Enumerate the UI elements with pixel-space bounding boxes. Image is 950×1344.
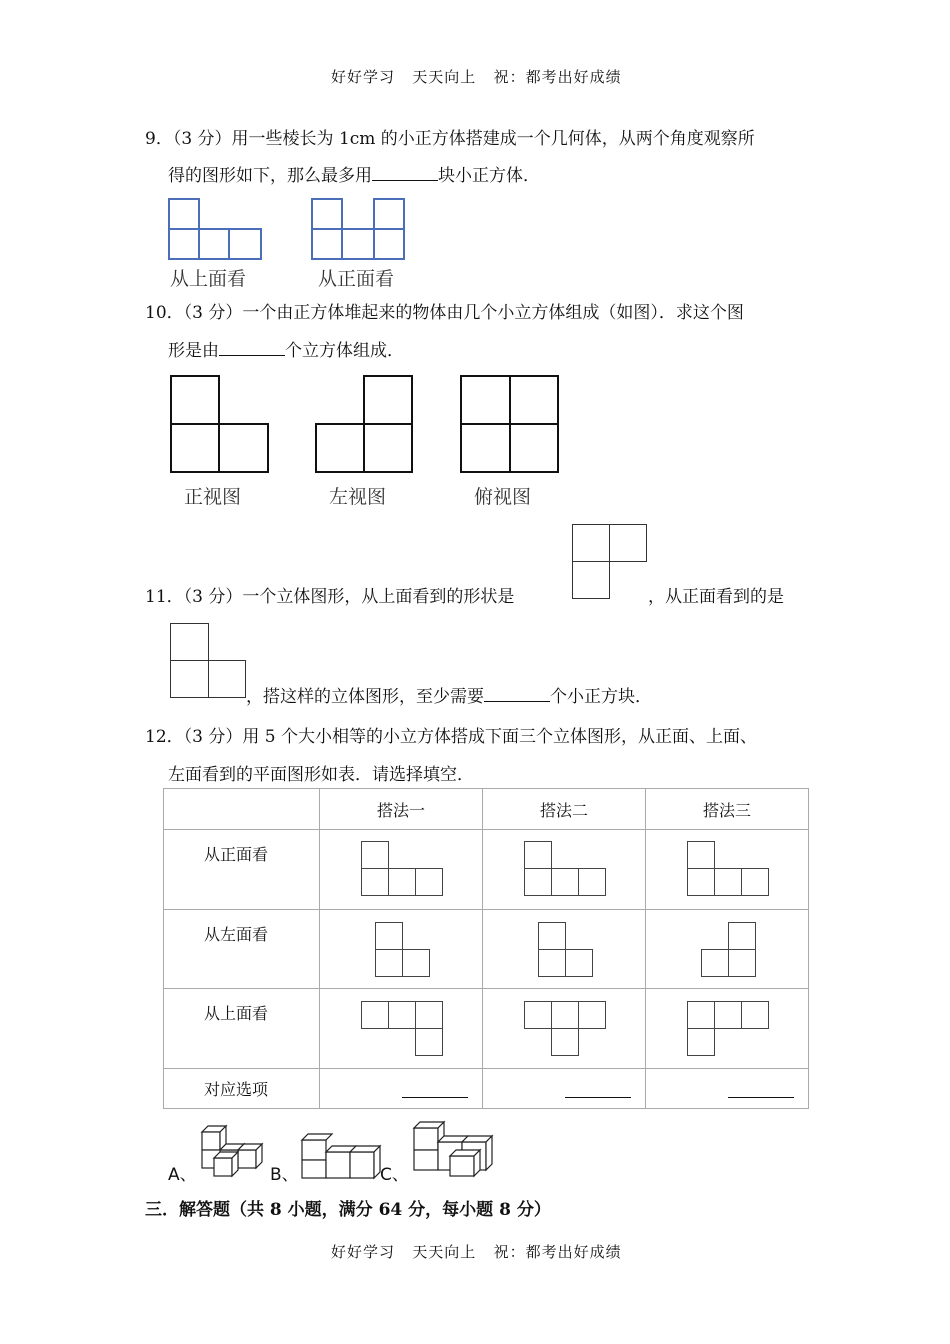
q10-caption-front: 正视图 [184,486,242,508]
q11-text-a: 11．（3 分）一个立体图形，从上面看到的形状是 [145,587,515,607]
q11-text-b: ，从正面看到的是 [648,587,784,607]
q11-answer-blank[interactable] [484,687,550,702]
q10-line2 [168,336,404,361]
table-cell-figure [646,910,809,989]
answer-cell[interactable] [646,1069,809,1109]
section-3-title: 三．解答题（共 8 小题，满分 64 分，每小题 8 分） [145,1200,551,1220]
q11-text-d: 个小正方块． [550,687,652,707]
q12-line2: 左面看到的平面图形如表．请选择填空． [168,765,474,785]
q9-answer-blank[interactable] [372,166,438,181]
table-cell-figure [320,989,483,1069]
q9-line2-text-a: 得的图形如下，那么最多用 [168,166,372,186]
q11-text-c: ，搭这样的立体图形，至少需要 [246,687,484,707]
q12-option-figures [166,1120,506,1185]
q10-caption-left: 左视图 [329,486,387,508]
option-a-label: A、 [168,1165,197,1185]
row-label: 从左面看 [164,910,320,989]
q10-answer-blank[interactable] [219,341,285,356]
table-row [164,989,809,1069]
q9-line2 [168,161,540,186]
q9-line2-text-b: 块小正方体． [438,166,540,186]
table-cell-figure [483,989,646,1069]
table-row [164,830,809,910]
table-header-cell: 搭法二 [483,789,646,830]
option-cubes-drawing [166,1120,506,1182]
q10-line1: 10．（3 分）一个由正方体堆起来的物体由几个小立方体组成（如图）．求这个图 [145,303,744,323]
table-header-cell: 搭法一 [320,789,483,830]
q12-line1: 12．（3 分）用 5 个大小相等的小立方体搭成下面三个立体图形，从正面、上面、 [145,727,757,747]
row-label: 从正面看 [164,830,320,910]
table-header-row [164,789,809,830]
answer-cell[interactable] [483,1069,646,1109]
q11-line2 [246,682,652,707]
table-row [164,910,809,989]
q12-views-table [163,788,809,1109]
q9-line1: 9．（3 分）用一些棱长为 1cm 的小正方体搭建成一个几何体，从两个角度观察所 [145,129,755,149]
table-cell-figure [320,910,483,989]
table-cell-figure [483,910,646,989]
q10-line2-text-a: 形是由 [168,341,219,361]
page-footer: 好好学习 天天向上 祝：都考出好成绩 [331,1243,622,1261]
table-row [164,1069,809,1109]
table-cell-figure [646,830,809,910]
page-header: 好好学习 天天向上 祝：都考出好成绩 [331,68,622,86]
q9-caption-front: 从正面看 [318,268,395,290]
answer-cell[interactable] [320,1069,483,1109]
table-header-empty [164,789,320,830]
q10-line2-text-b: 个立方体组成． [285,341,404,361]
option-b-label: B、 [270,1165,299,1185]
table-cell-figure [320,830,483,910]
row-label: 对应选项 [164,1069,320,1109]
table-header-cell: 搭法三 [646,789,809,830]
row-label: 从上面看 [164,989,320,1069]
q9-caption-top: 从上面看 [170,268,247,290]
table-cell-figure [483,830,646,910]
table-cell-figure [646,989,809,1069]
q10-caption-top: 俯视图 [474,486,532,508]
option-c-label: C、 [380,1165,409,1185]
